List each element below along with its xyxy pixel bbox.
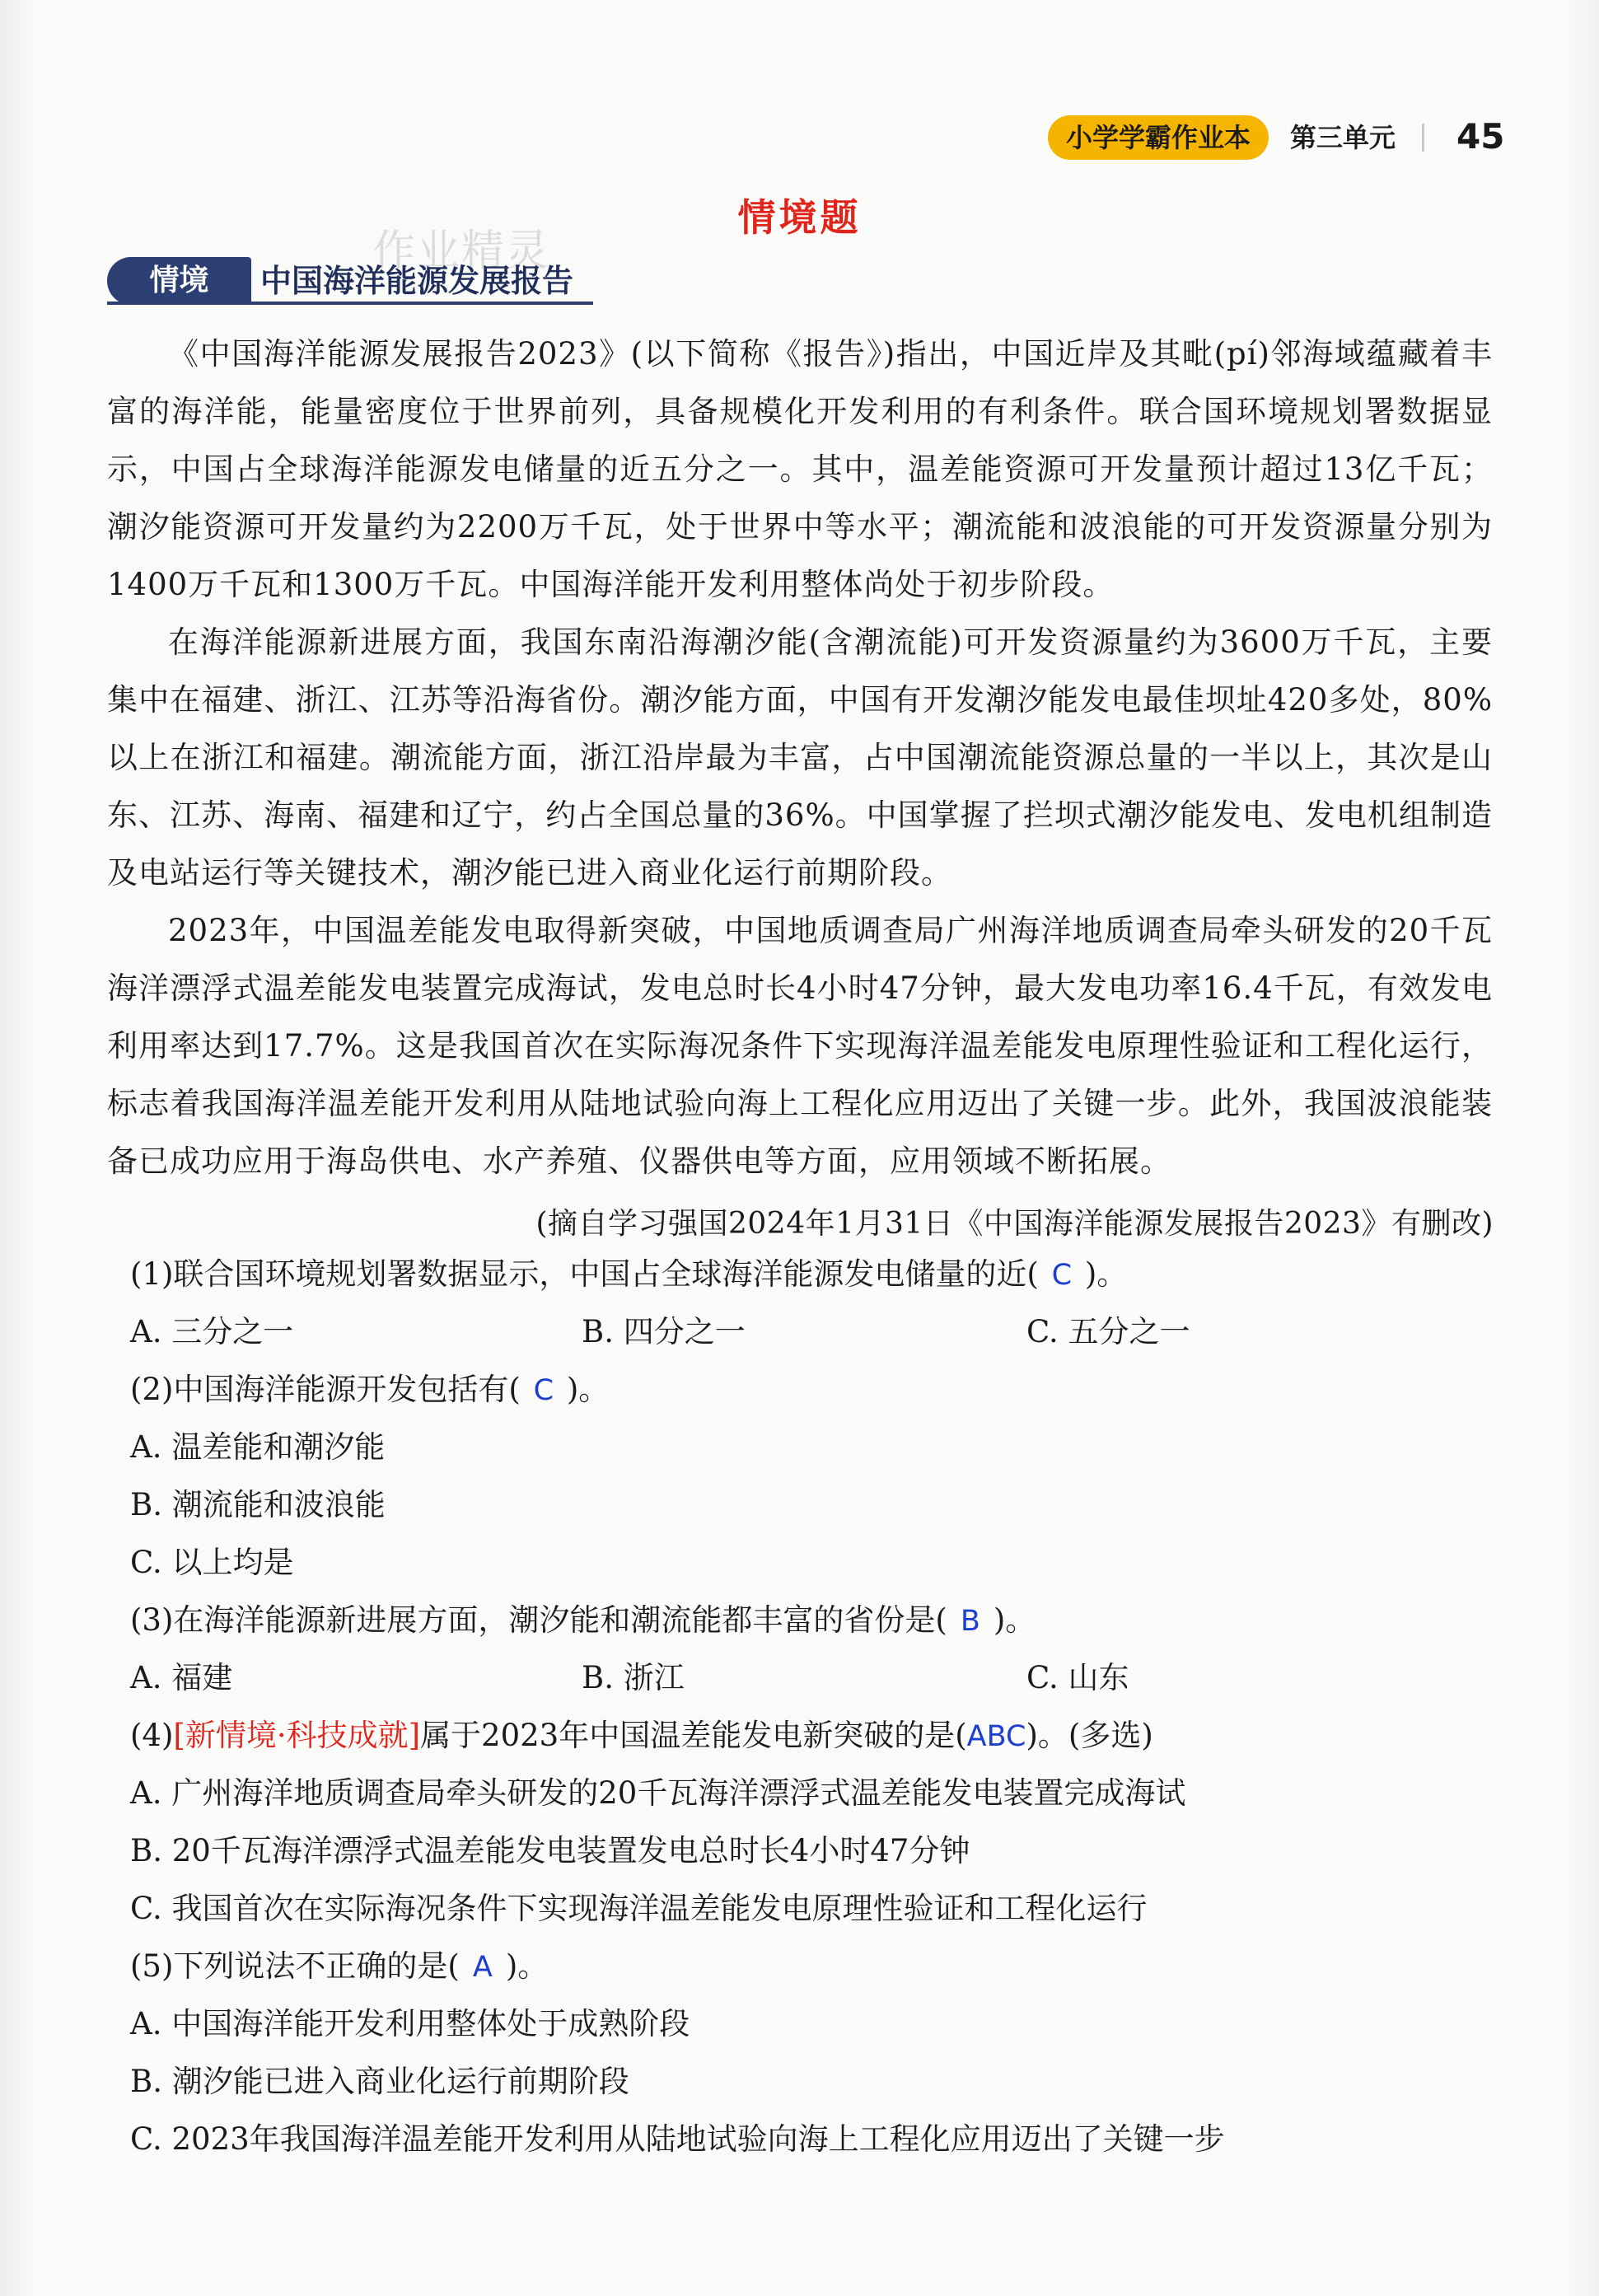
question-4-text: 属于2023年中国温差能发电新突破的是( — [420, 1718, 967, 1753]
page-number: 45 — [1456, 116, 1505, 157]
series-badge: 小学学霸作业本 — [1048, 115, 1269, 160]
question-4-tail: )。(多选) — [1026, 1718, 1153, 1753]
question-4-tag: [新情境·科技成就] — [173, 1718, 421, 1753]
question-2-tail: )。 — [566, 1372, 610, 1407]
question-4 — [130, 1707, 1153, 1765]
q3-option-b: B. 浙江 — [582, 1660, 685, 1695]
q4-option-c: C. 我国首次在实际海况条件下实现海洋温差能发电原理性验证和工程化运行 — [130, 1891, 1148, 1926]
question-3 — [130, 1592, 1036, 1650]
q1-option-a: A. 三分之一 — [130, 1314, 294, 1349]
q2-option-b: B. 潮流能和波浪能 — [130, 1487, 386, 1522]
question-4-answer: ABC — [966, 1720, 1026, 1753]
question-2 — [130, 1361, 609, 1419]
header-divider — [1422, 124, 1424, 152]
question-5-text: (5)下列说法不正确的是( — [130, 1948, 460, 1984]
paragraph-1: 《中国海洋能源发展报告2023》(以下简称《报告》)指出，中国近岸及其毗(pí)邻海域蕴藏着丰富的海洋能，能量密度位于世界前列，具备规模化开发利用的有利条件。联合国环境规划署数据显示，中国占全球海洋能源发电储量的近五分之一。其中，温差能资源可开发量预计超过13亿千瓦；潮汐能资源可开发量约为2200万千瓦，处于世界中等水平；潮流能和波浪能的可开发资源量分别为1400万千瓦和1300万千瓦。中国海洋能开发利用整体尚处于初步阶段。 — [107, 336, 1493, 602]
q5-option-b: B. 潮汐能已进入商业化运行前期阶段 — [130, 2064, 629, 2099]
question-1-text: (1)联合国环境规划署数据显示，中国占全球海洋能源发电储量的近( — [130, 1256, 1039, 1292]
question-1 — [130, 1246, 1127, 1304]
section-title: 中国海洋能源发展报告 — [260, 263, 574, 299]
question-4-number: (4) — [130, 1718, 174, 1753]
q4-option-b: B. 20千瓦海洋漂浮式温差能发电装置发电总时长4小时47分钟 — [130, 1833, 970, 1868]
q2-option-a: A. 温差能和潮汐能 — [130, 1429, 386, 1465]
paragraph-3: 2023年，中国温差能发电取得新突破，中国地质调查局广州海洋地质调查局牵头研发的20千瓦海洋漂浮式温差能发电装置完成海试，发电总时长4小时47分钟，最大发电功率16.4千瓦，有效发电利用率达到17.7%。这是我国首次在实际海况条件下实现海洋温差能发电原理性验证和工程化运行，标志着我国海洋温差能开发利用从陆地试验向海上工程化应用迈出了关键一步。此外，我国波浪能装备已成功应用于海岛供电、水产养殖、仪器供电等方面，应用领域不断拓展。 — [107, 913, 1493, 1179]
source-citation: (摘自学习强国2024年1月31日《中国海洋能源发展报告2023》有删改) — [535, 1207, 1494, 1241]
question-1-answer: C — [1051, 1259, 1073, 1292]
question-1-tail: )。 — [1084, 1256, 1128, 1292]
question-2-text: (2)中国海洋能源开发包括有( — [130, 1372, 521, 1407]
q3-option-c: C. 山东 — [1026, 1660, 1129, 1695]
question-3-answer: B — [960, 1605, 980, 1638]
question-3-text: (3)在海洋能源新进展方面，潮汐能和潮流能都丰富的省份是( — [130, 1602, 947, 1638]
q1-option-b: B. 四分之一 — [582, 1314, 746, 1349]
q5-option-c: C. 2023年我国海洋温差能开发利用从陆地试验向海上工程化应用迈出了关键一步 — [130, 2121, 1225, 2157]
q2-option-c: C. 以上均是 — [130, 1545, 294, 1580]
question-3-tail: )。 — [993, 1602, 1036, 1638]
question-5 — [130, 1938, 548, 1996]
question-5-tail: )。 — [505, 1948, 549, 1984]
section-underline — [107, 302, 593, 305]
page-title: 情境题 — [737, 195, 862, 240]
question-2-answer: C — [533, 1374, 554, 1407]
q4-option-a: A. 广州海洋地质调查局牵头研发的20千瓦海洋漂浮式温差能发电装置完成海试 — [130, 1775, 1186, 1811]
paragraph-2: 在海洋能源新进展方面，我国东南沿海潮汐能(含潮流能)可开发资源量约为3600万千瓦，主要集中在福建、浙江、江苏等沿海省份。潮汐能方面，中国有开发潮汐能发电最佳坝址420多处，80%以上在浙江和福建。潮流能方面，浙江沿岸最为丰富，占中国潮流能资源总量的一半以上，其次是山东、江苏、海南、福建和辽宁，约占全国总量的36%。中国掌握了拦坝式潮汐能发电、发电机组制造及电站运行等关键技术，潮汐能已进入商业化运行前期阶段。 — [107, 624, 1493, 891]
q3-option-a: A. 福建 — [130, 1660, 233, 1695]
watermark-logo: 作业精灵 — [372, 227, 551, 276]
question-5-answer: A — [472, 1951, 493, 1984]
q1-option-c: C. 五分之一 — [1026, 1314, 1190, 1349]
q5-option-a: A. 中国海洋能开发利用整体处于成熟阶段 — [130, 2006, 690, 2041]
section-tag: 情境 — [107, 257, 251, 305]
unit-label: 第三单元 — [1290, 122, 1396, 153]
